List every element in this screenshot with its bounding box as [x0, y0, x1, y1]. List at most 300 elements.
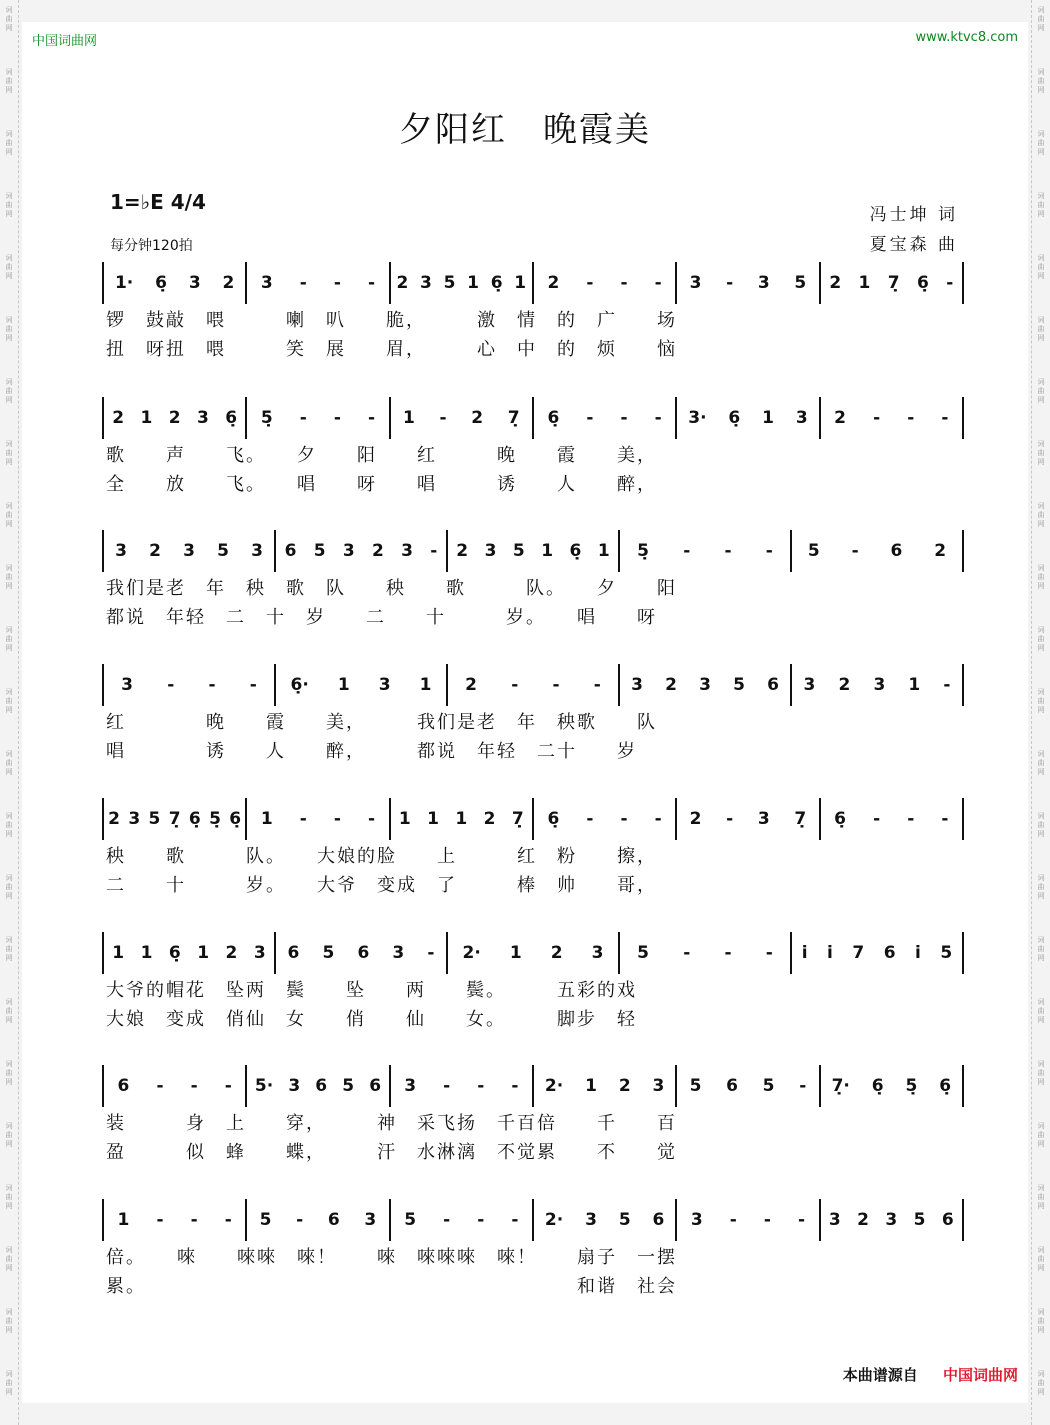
- lyricist-credit: 冯士坤 词: [869, 205, 958, 225]
- footer-brand[interactable]: 中国词曲网: [942, 1366, 1018, 1384]
- note: -: [299, 408, 307, 428]
- note: -: [946, 273, 954, 293]
- note: -: [873, 809, 881, 829]
- lyric-text: 大爷的帽花 坠两 鬓 坠 两 鬓。 五彩的戏: [106, 979, 637, 1001]
- note: 2: [857, 1210, 869, 1230]
- note: 3: [795, 408, 808, 428]
- note: 6: [369, 1076, 382, 1096]
- note: -: [654, 273, 662, 293]
- note: 6̣: [547, 809, 560, 829]
- note: 3: [873, 675, 886, 695]
- watermark-text: 词 曲 网: [1037, 1246, 1045, 1272]
- note: 5: [313, 541, 326, 561]
- measure: [819, 798, 962, 840]
- watermark-text: 词 曲 网: [1037, 750, 1045, 776]
- lyric-text: 装 身 上 穿， 神 采飞扬 千百倍 千 百: [106, 1112, 677, 1134]
- note: 6: [287, 943, 300, 963]
- note: -: [333, 273, 341, 293]
- note: 6: [652, 1210, 665, 1230]
- note: 6̣: [939, 1076, 952, 1096]
- watermark-text: 词 曲 网: [1037, 1122, 1045, 1148]
- watermark-text: 词 曲 网: [1037, 564, 1045, 590]
- note: -: [190, 1210, 198, 1230]
- measure: [274, 664, 446, 706]
- measure: [104, 1199, 245, 1241]
- note: -: [552, 675, 560, 695]
- measure: [819, 397, 962, 439]
- key-signature: 1=♭E 4/4: [110, 190, 206, 214]
- note: -: [427, 943, 435, 963]
- note: -: [941, 809, 949, 829]
- measure: [245, 262, 388, 304]
- watermark-text: 词 曲 网: [5, 130, 13, 156]
- lyric-text: 盈 似 蜂 蝶， 汗 水淋漓 不觉累 不 觉: [106, 1141, 677, 1163]
- note: -: [726, 273, 734, 293]
- note: 6̣: [728, 408, 741, 428]
- lyric-line-2: [102, 468, 964, 497]
- note: 6̣: [225, 408, 238, 428]
- note: 2: [225, 943, 238, 963]
- note: 5̣: [209, 809, 221, 829]
- note: 3: [689, 273, 702, 293]
- lyric-line-1: [102, 706, 964, 735]
- notation-row: [102, 932, 964, 974]
- score-system: [102, 798, 964, 898]
- note: 5: [342, 1076, 355, 1096]
- note: -: [368, 408, 376, 428]
- note: 2·: [462, 943, 481, 963]
- lyric-line-1: [102, 439, 964, 468]
- note: -: [208, 675, 216, 695]
- note: 3: [121, 675, 133, 695]
- note: -: [851, 541, 859, 561]
- note: -: [593, 675, 601, 695]
- measure: [104, 1065, 245, 1107]
- note: i: [801, 943, 808, 963]
- watermark-text: 词 曲 网: [1037, 936, 1045, 962]
- note: 1: [467, 273, 479, 293]
- watermark-text: 词 曲 网: [5, 998, 13, 1024]
- watermark-text: 词 曲 网: [5, 1060, 13, 1086]
- measure: [618, 932, 790, 974]
- note: -: [620, 273, 628, 293]
- measure: [104, 262, 245, 304]
- note: -: [167, 675, 175, 695]
- lyric-text: 都说 年轻 二 十 岁 二 十 岁。 唱 呀: [106, 606, 657, 628]
- lyric-text: 累。 和谐 社会: [106, 1275, 677, 1297]
- watermark-text: 词 曲 网: [1037, 68, 1045, 94]
- measure: [389, 262, 532, 304]
- measure: [675, 262, 818, 304]
- tempo-marking: 每分钟120拍: [110, 238, 193, 254]
- note: 2: [222, 273, 235, 293]
- note: 3: [128, 809, 141, 829]
- watermark-text: 词 曲 网: [1037, 254, 1045, 280]
- note: 2: [838, 675, 851, 695]
- note: 5: [148, 809, 161, 829]
- measure: [675, 397, 818, 439]
- note: 5: [940, 943, 953, 963]
- measure: [104, 397, 245, 439]
- note: 5: [404, 1210, 417, 1230]
- watermark-text: 词 曲 网: [1037, 688, 1045, 714]
- note: 3: [420, 273, 432, 293]
- watermark-text: 词 曲 网: [1037, 1060, 1045, 1086]
- watermark-text: 词 曲 网: [1037, 316, 1045, 342]
- score-system: [102, 664, 964, 764]
- watermark-text: 词 曲 网: [1037, 1184, 1045, 1210]
- note: 5̣: [260, 408, 273, 428]
- note: 3: [342, 541, 355, 561]
- watermark-text: 词 曲 网: [5, 688, 13, 714]
- composer-credit: 夏宝森 曲: [869, 235, 958, 255]
- note: 2: [471, 408, 484, 428]
- note: 1: [541, 541, 554, 561]
- note: 2: [483, 809, 496, 829]
- lyric-text: 大娘 变成 俏仙 女 俏 仙 女。 脚步 轻: [106, 1008, 637, 1030]
- note: -: [443, 1076, 451, 1096]
- measure: [389, 397, 532, 439]
- lyric-line-1: [102, 840, 964, 869]
- note: -: [799, 1076, 807, 1096]
- measure: [532, 262, 675, 304]
- measure: [819, 1199, 962, 1241]
- note: 1: [140, 408, 153, 428]
- measure: [532, 1065, 675, 1107]
- note: -: [943, 675, 951, 695]
- lyric-line-2: [102, 1136, 964, 1165]
- note: 1: [585, 1076, 597, 1096]
- note: 5: [443, 273, 456, 293]
- note: i: [915, 943, 921, 963]
- footer-source: 本曲谱源自: [842, 1366, 918, 1384]
- note: 2: [834, 408, 847, 428]
- note: 5: [322, 943, 335, 963]
- lyric-line-1: [102, 1107, 964, 1136]
- note: 3: [828, 1210, 841, 1230]
- note: 1: [597, 541, 610, 561]
- footer: [843, 1364, 1018, 1385]
- notation-row: [102, 262, 964, 304]
- measure: [446, 932, 618, 974]
- note: 5: [762, 1076, 775, 1096]
- note: -: [224, 1076, 232, 1096]
- measure: [819, 1065, 962, 1107]
- score-system: [102, 1065, 964, 1165]
- note: 5: [689, 1076, 702, 1096]
- note: -: [726, 809, 734, 829]
- note: -: [941, 408, 949, 428]
- note: 3: [652, 1076, 665, 1096]
- measure: [446, 530, 618, 572]
- lyric-text: 锣 鼓敲 喂 喇 叭 脆， 激 情 的 广 场: [106, 309, 677, 331]
- note: 3: [251, 541, 263, 561]
- note: -: [249, 675, 257, 695]
- lyric-text: 二 十 岁。 大爷 变成 了 棒 帅 哥，: [106, 874, 657, 896]
- note: 5: [217, 541, 229, 561]
- note: 1: [117, 1210, 130, 1230]
- note: 5: [794, 273, 807, 293]
- note: 2: [456, 541, 469, 561]
- note: 1: [509, 943, 522, 963]
- song-title: 夕阳红 晚霞美: [399, 110, 651, 150]
- note: 5: [807, 541, 820, 561]
- note: -: [683, 943, 691, 963]
- note: 1: [858, 273, 871, 293]
- note: 6̣: [229, 809, 242, 829]
- note: 3: [631, 675, 643, 695]
- note: -: [156, 1076, 164, 1096]
- note: -: [333, 408, 341, 428]
- note: 6̣: [916, 273, 929, 293]
- note: -: [683, 541, 691, 561]
- note: 1: [337, 675, 350, 695]
- note: 6̣: [490, 273, 503, 293]
- score-system: [102, 932, 964, 1032]
- note: 7̣: [168, 809, 181, 829]
- lyric-line-1: [102, 572, 964, 601]
- note: 1: [762, 408, 774, 428]
- watermark-text: 词 曲 网: [5, 1122, 13, 1148]
- note: 1: [402, 408, 415, 428]
- lyric-line-1: [102, 974, 964, 1003]
- note: 1: [260, 809, 273, 829]
- measure: [446, 664, 618, 706]
- note: 6: [726, 1076, 738, 1096]
- measure: [618, 664, 790, 706]
- note: -: [299, 809, 307, 829]
- note: 3: [392, 943, 405, 963]
- note: -: [907, 408, 915, 428]
- note: -: [296, 1210, 304, 1230]
- note: 3: [757, 809, 770, 829]
- note: 6̣: [834, 809, 847, 829]
- watermark-text: 词 曲 网: [1037, 6, 1045, 32]
- note: 3: [803, 675, 816, 695]
- lyric-text: 歌 声 飞。 夕 阳 红 晚 霞 美，: [106, 444, 657, 466]
- note: 1: [908, 675, 921, 695]
- notation-row: [102, 664, 964, 706]
- note: 1: [514, 273, 527, 293]
- notation-row: [102, 530, 964, 572]
- note: 5̣: [905, 1076, 918, 1096]
- measure: [532, 397, 675, 439]
- watermark-text: 词 曲 网: [1037, 378, 1045, 404]
- measure: [532, 1199, 675, 1241]
- lyric-line-2: [102, 735, 964, 764]
- lyric-text: 倍。 唻 唻唻 唻！ 唻 唻唻唻 唻！ 扇子 一摆: [106, 1246, 677, 1268]
- note: 7̣: [511, 809, 524, 829]
- note: -: [724, 943, 732, 963]
- lyric-text: 秧 歌 队。 大娘的脸 上 红 粉 擦，: [106, 845, 657, 867]
- note: 3: [885, 1210, 898, 1230]
- measure: [790, 664, 962, 706]
- note: 6: [357, 943, 370, 963]
- note: -: [299, 273, 307, 293]
- note: -: [368, 273, 376, 293]
- note: -: [620, 809, 628, 829]
- note: 5: [259, 1210, 272, 1230]
- note: -: [511, 1076, 519, 1096]
- note: 6̣: [168, 943, 181, 963]
- measure: [532, 798, 675, 840]
- measure: [245, 397, 388, 439]
- notation-row: [102, 1199, 964, 1241]
- note: 6̣: [547, 408, 560, 428]
- note: 2: [618, 1076, 631, 1096]
- watermark-text: 词 曲 网: [5, 440, 13, 466]
- measure: [389, 1199, 532, 1241]
- score-system: [102, 1199, 964, 1299]
- note: -: [620, 408, 628, 428]
- notation-row: [102, 1065, 964, 1107]
- watermark-text: 词 曲 网: [5, 936, 13, 962]
- watermark-text: 词 曲 网: [1037, 998, 1045, 1024]
- note: 3: [253, 943, 266, 963]
- measure: [675, 1065, 818, 1107]
- note: 1: [197, 943, 210, 963]
- watermark-text: 词 曲 网: [5, 626, 13, 652]
- measure: [104, 932, 274, 974]
- watermark-text: 词 曲 网: [5, 68, 13, 94]
- note: 2: [547, 273, 560, 293]
- score-system: [102, 262, 964, 362]
- note: 7̣: [887, 273, 900, 293]
- watermark-text: 词 曲 网: [5, 192, 13, 218]
- note: 5: [913, 1210, 926, 1230]
- watermark-text: 词 曲 网: [1037, 192, 1045, 218]
- note: 1: [419, 675, 432, 695]
- right-watermark-strip: [1031, 0, 1050, 1425]
- note: 6: [315, 1076, 328, 1096]
- measure: [274, 932, 446, 974]
- note: 7̣·: [831, 1076, 850, 1096]
- note: i: [827, 943, 833, 963]
- note: 2: [168, 408, 181, 428]
- score-system: [102, 397, 964, 497]
- measure: [790, 530, 962, 572]
- note: 7̣: [794, 809, 807, 829]
- measure: [104, 664, 274, 706]
- note: 1: [427, 809, 439, 829]
- lyric-text: 唱 诱 人 醉， 都说 年轻 二十 岁: [106, 740, 637, 762]
- note: -: [586, 273, 594, 293]
- watermark-text: 词 曲 网: [5, 812, 13, 838]
- measure: [104, 798, 245, 840]
- site-url-header[interactable]: www.ktvc8.com: [915, 30, 1018, 45]
- note: -: [511, 1210, 519, 1230]
- note: 2: [149, 541, 161, 561]
- measure: [245, 1065, 388, 1107]
- score-system: [102, 530, 964, 630]
- measure: [389, 798, 532, 840]
- watermark-text: 词 曲 网: [5, 564, 13, 590]
- lyric-line-1: [102, 1241, 964, 1270]
- note: -: [654, 408, 662, 428]
- score-page: [22, 22, 1028, 1403]
- note: 2: [465, 675, 477, 695]
- measure: [618, 530, 790, 572]
- lyric-line-1: [102, 304, 964, 333]
- note: 2·: [544, 1076, 564, 1096]
- note: -: [873, 408, 881, 428]
- note: -: [477, 1076, 485, 1096]
- note: 7: [852, 943, 865, 963]
- note: 2: [829, 273, 842, 293]
- watermark-text: 词 曲 网: [5, 1308, 13, 1334]
- measure: [104, 530, 274, 572]
- note: 2: [689, 809, 702, 829]
- note: 7̣: [507, 408, 520, 428]
- note: -: [654, 809, 662, 829]
- watermark-text: 词 曲 网: [5, 1184, 13, 1210]
- note: -: [586, 809, 594, 829]
- note: -: [443, 1210, 451, 1230]
- note: 5: [733, 675, 745, 695]
- note: 6̣: [155, 273, 167, 293]
- measure: [675, 1199, 818, 1241]
- note: 6̣: [569, 541, 582, 561]
- note: 6̣: [871, 1076, 884, 1096]
- note: 6: [767, 675, 779, 695]
- note: -: [511, 675, 519, 695]
- note: -: [156, 1210, 164, 1230]
- watermark-text: 词 曲 网: [5, 378, 13, 404]
- note: -: [439, 408, 447, 428]
- watermark-text: 词 曲 网: [5, 1246, 13, 1272]
- measure: [245, 1199, 388, 1241]
- watermark-text: 词 曲 网: [5, 254, 13, 280]
- note: -: [586, 408, 594, 428]
- lyric-line-2: [102, 869, 964, 898]
- note: -: [765, 943, 773, 963]
- note: -: [724, 541, 732, 561]
- note: 3: [260, 273, 273, 293]
- note: 3: [364, 1210, 377, 1230]
- measure: [389, 1065, 532, 1107]
- note: 2: [372, 541, 384, 561]
- lyric-text: 我们是老 年 秧 歌 队 秧 歌 队。 夕 阳: [106, 577, 677, 599]
- site-name-header[interactable]: 中国词曲网: [32, 34, 98, 49]
- watermark-text: 词 曲 网: [1037, 440, 1045, 466]
- note: 1: [455, 809, 468, 829]
- note: 6: [883, 943, 896, 963]
- notation-row: [102, 798, 964, 840]
- note: 3: [197, 408, 209, 428]
- note: 3: [401, 541, 413, 561]
- lyric-line-2: [102, 601, 964, 630]
- lyric-text: 全 放 飞。 唱 呀 唱 诱 人 醉，: [106, 473, 657, 495]
- note: 2: [665, 675, 677, 695]
- note: 2: [550, 943, 563, 963]
- notation-row: [102, 397, 964, 439]
- note: 5: [512, 541, 525, 561]
- watermark-text: 词 曲 网: [1037, 502, 1045, 528]
- watermark-text: 词 曲 网: [1037, 812, 1045, 838]
- note: 6: [117, 1076, 130, 1096]
- note: 6: [284, 541, 297, 561]
- note: 1: [140, 943, 153, 963]
- note: 3: [378, 675, 391, 695]
- lyric-line-2: [102, 333, 964, 362]
- note: 3: [404, 1076, 417, 1096]
- note: -: [765, 541, 773, 561]
- watermark-text: 词 曲 网: [1037, 1308, 1045, 1334]
- note: 6̣: [188, 809, 201, 829]
- lyric-line-2: [102, 1003, 964, 1032]
- note: 3: [699, 675, 711, 695]
- note: -: [368, 809, 376, 829]
